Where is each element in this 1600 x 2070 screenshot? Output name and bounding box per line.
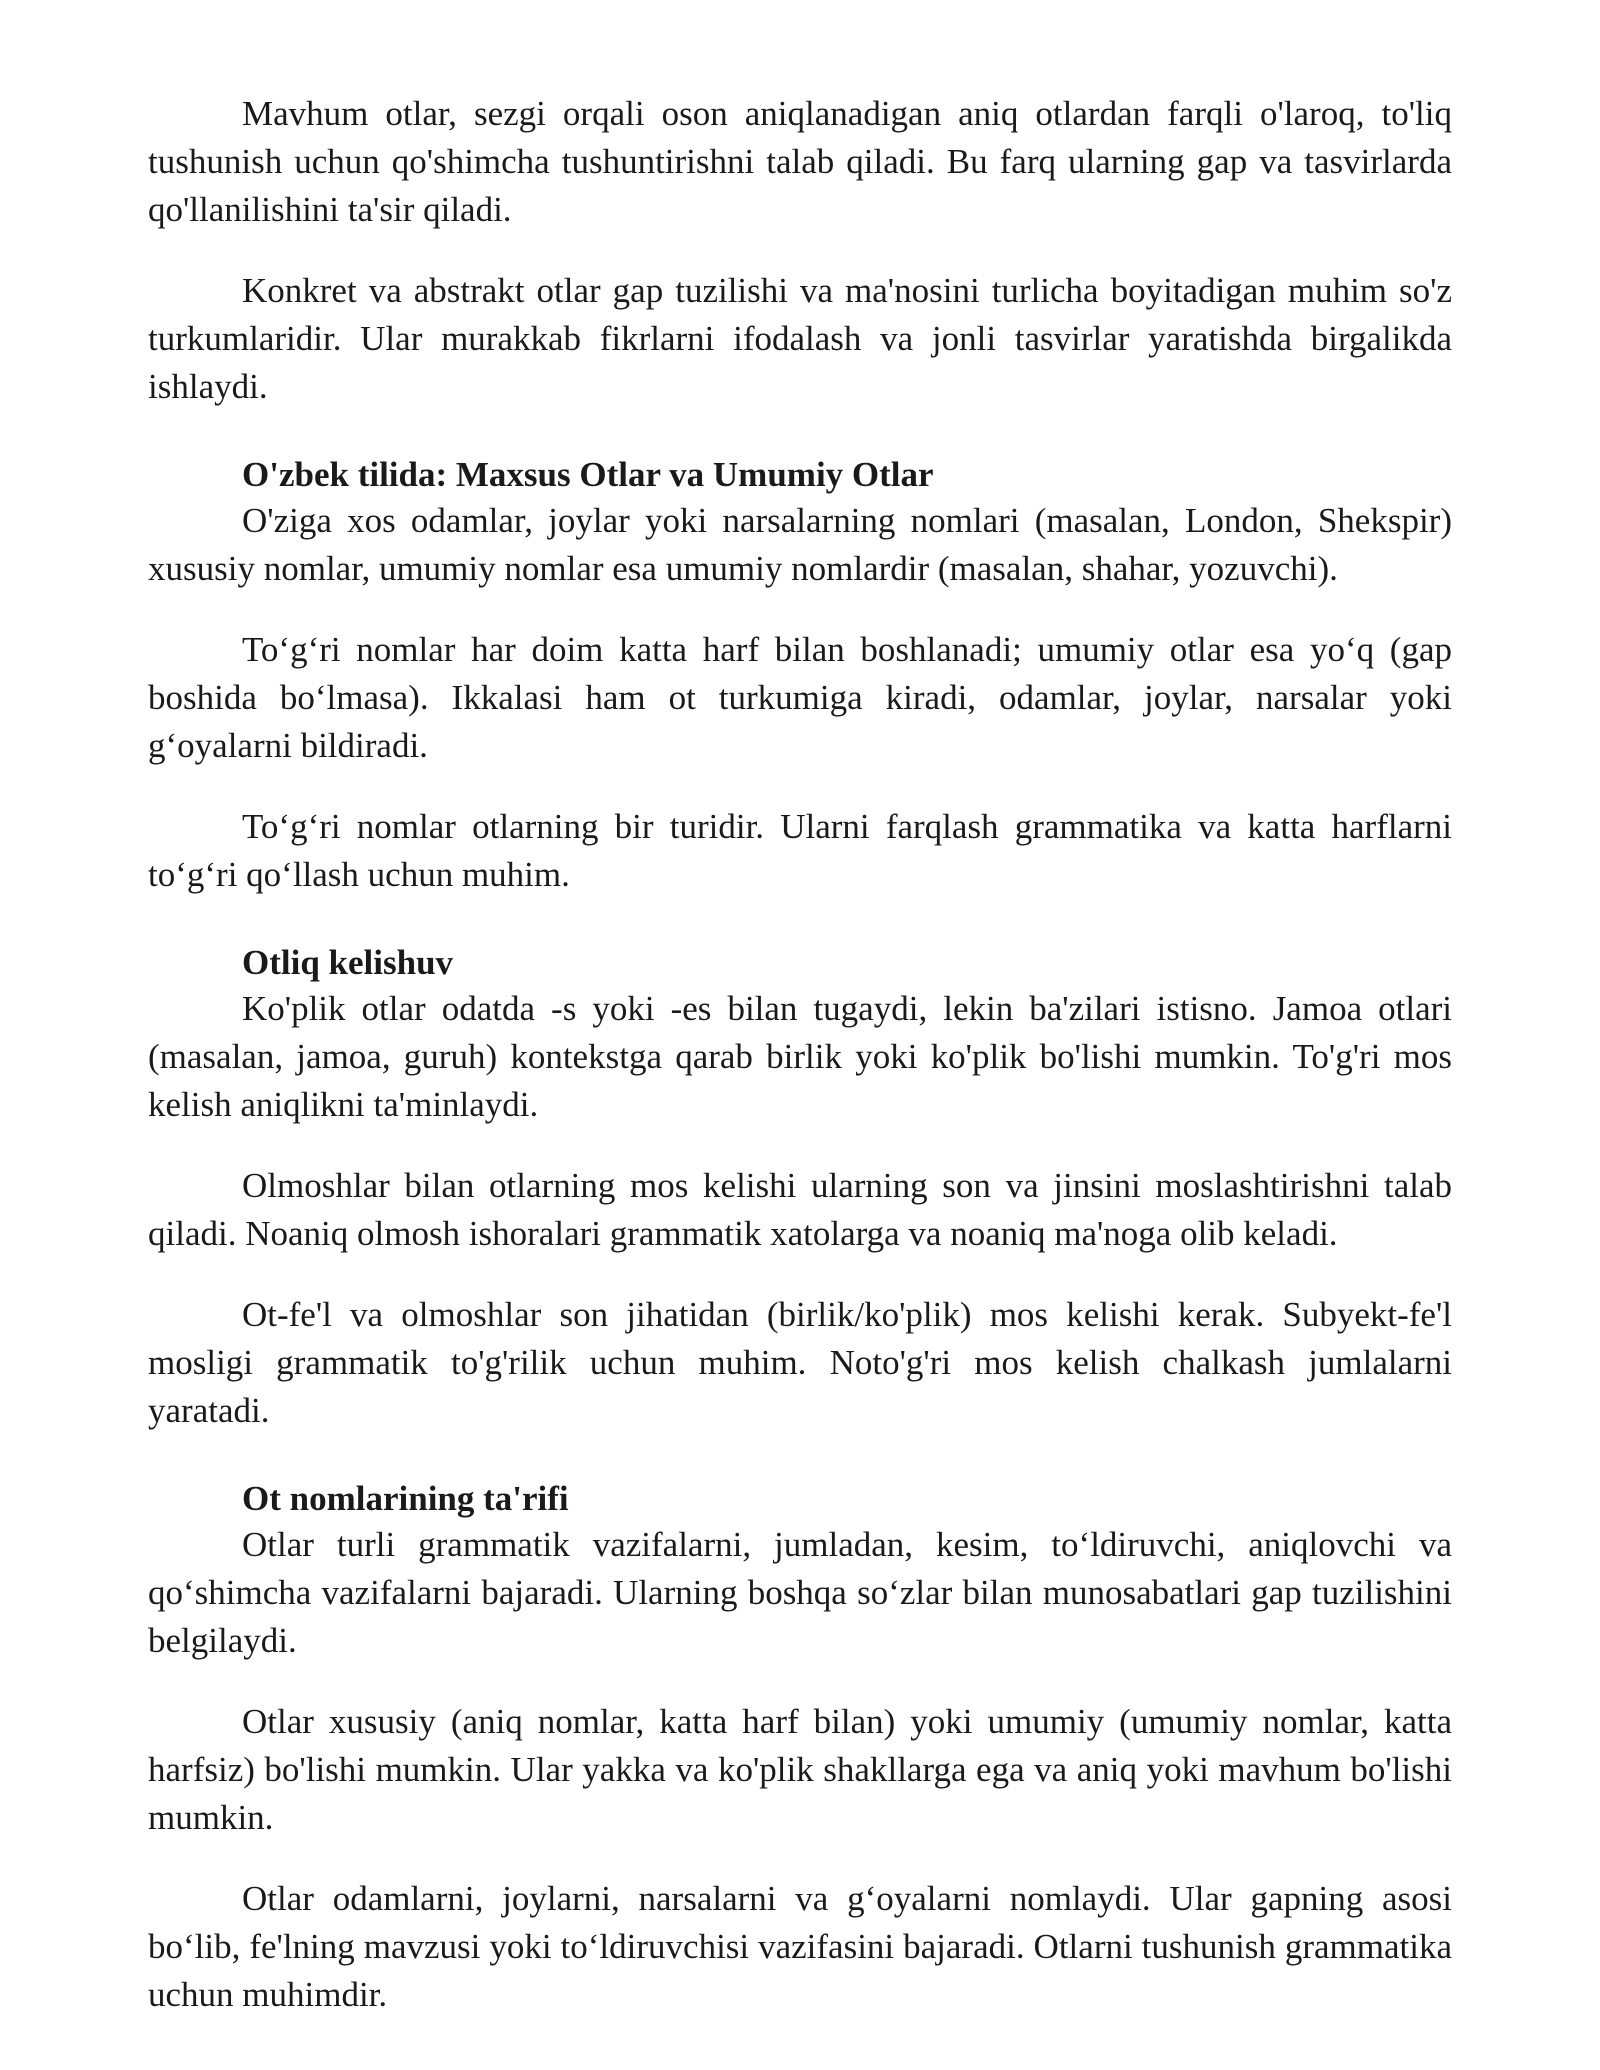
- paragraph-pronoun-agreement: Olmoshlar bilan otlarning mos kelishi ularning son va jinsini moslashtirishni talab qiladi. Noaniq olmosh ishoralari grammatik xatolarga va noaniq ma'noga olib keladi.: [148, 1166, 1452, 1253]
- paragraph-concrete-abstract-summary: Konkret va abstrakt otlar gap tuzilishi va ma'nosini turlicha boyitadigan muhim so'z turkumlaridir. Ular murakkab fikrlarni ifodalash va jonli tasvirlar yaratishda birgalikda ishlaydi.: [148, 271, 1452, 406]
- document-page: [148, 90, 1452, 2019]
- heading-proper-common-nouns: O'zbek tilida: Maxsus Otlar va Umumiy Otlar: [242, 455, 934, 494]
- heading-noun-agreement: Otliq kelishuv: [242, 943, 454, 982]
- paragraph-noun-kinds: Otlar xususiy (aniq nomlar, katta harf bilan) yoki umumiy (umumiy nomlar, katta harfsiz) bo'lishi mumkin. Ular yakka va ko'plik shakllarga ega va aniq yoki mavhum bo'lishi mumkin.: [148, 1702, 1452, 1837]
- paragraph-capitalization: To‘g‘ri nomlar har doim katta harf bilan boshlanadi; umumiy otlar esa yo‘q (gap boshida bo‘lmasa). Ikkalasi ham ot turkumiga kiradi, odamlar, joylar, narsalar yoki g‘oyalarni bildiradi.: [148, 630, 1452, 765]
- heading-noun-definition: Ot nomlarining ta'rifi: [242, 1479, 569, 1518]
- paragraph-plural-nouns: Ko'plik otlar odatda -s yoki -es bilan tugaydi, lekin ba'zilari istisno. Jamoa otlari (masalan, jamoa, guruh) kontekstga qarab birlik yoki ko'plik bo'lishi mumkin. To'g'ri mos kelish aniqlikni ta'minlaydi.: [148, 989, 1452, 1124]
- paragraph-noun-functions: Otlar turli grammatik vazifalarni, jumladan, kesim, to‘ldiruvchi, aniqlovchi va qo‘shimcha vazifalarni bajaradi. Ularning boshqa so‘zlar bilan munosabatlari gap tuzilishini belgilaydi.: [148, 1525, 1452, 1660]
- paragraph-subject-verb-agreement: Ot-fe'l va olmoshlar son jihatidan (birlik/ko'plik) mos kelishi kerak. Subyekt-fe'l mosligi grammatik to'g'rilik uchun muhim. Noto'g'ri mos kelish chalkash jumlalarni yaratadi.: [148, 1295, 1452, 1430]
- paragraph-noun-role: Otlar odamlarni, joylarni, narsalarni va g‘oyalarni nomlaydi. Ular gapning asosi bo‘lib, fe'lning mavzusi yoki to‘ldiruvchisi vazifasini bajaradi. Otlarni tushunish grammatika uchun muhimdir.: [148, 1879, 1452, 2014]
- paragraph-abstract-nouns-explanation: Mavhum otlar, sezgi orqali oson aniqlanadigan aniq otlardan farqli o'laroq, to'liq tushunish uchun qo'shimcha tushuntirishni talab qiladi. Bu farq ularning gap va tasvirlarda qo'llanilishini ta'sir qiladi.: [148, 94, 1452, 229]
- paragraph-proper-nouns-definition: O'ziga xos odamlar, joylar yoki narsalarning nomlari (masalan, London, Shekspir) xususiy nomlar, umumiy nomlar esa umumiy nomlardir (masalan, shahar, yozuvchi).: [148, 501, 1452, 588]
- paragraph-proper-nouns-type: To‘g‘ri nomlar otlarning bir turidir. Ularni farqlash grammatika va katta harflarni to‘g‘ri qo‘llash uchun muhim.: [148, 807, 1452, 894]
